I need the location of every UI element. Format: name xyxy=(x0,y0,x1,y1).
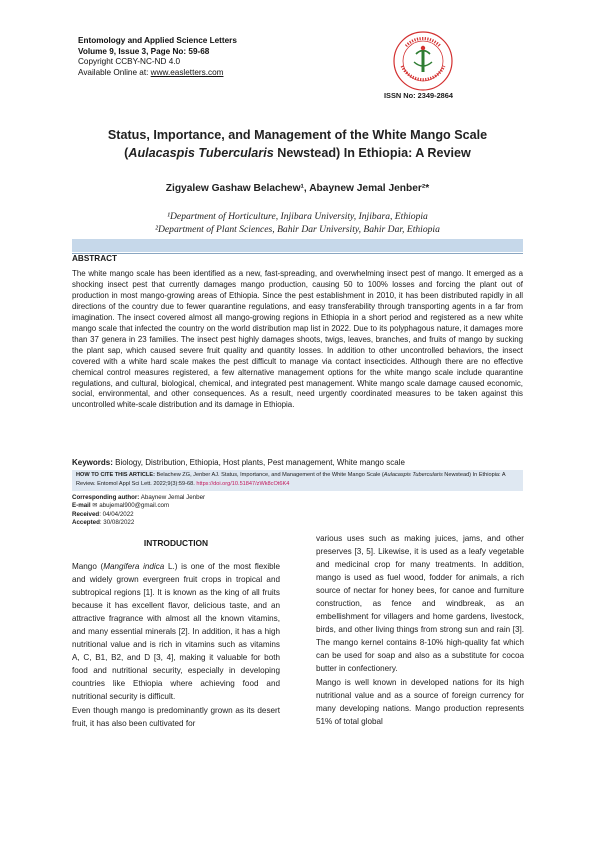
affiliation-2: ²Department of Plant Sciences, Bahir Dar University, Bahir Dar, Ethiopia xyxy=(155,224,440,235)
mail-icon: ✉ xyxy=(92,502,98,510)
keywords xyxy=(72,458,523,467)
intro-heading: INTRODUCTION xyxy=(143,538,209,548)
journal-volume: Volume 9, Issue 3, Page No: 59-68 xyxy=(78,46,210,56)
journal-url-link[interactable]: www.easletters.com xyxy=(150,67,224,77)
abstract-text: The white mango scale has been identified as a new, fast-spreading, and overwhelming insect pest of mango. It emerged as a shocking insect pest that currently damages mango production, causing 50 to 100% losses and forcing the plant out of production in most mango-growing areas of Ethiopia. Since the pest establishment in 2010, it has been distributed rapidly in all directions of the country due to fewer quarantine regulations, and easy transferability through transporting agents in a far from imagination. The insect covered almost all mango-growing regions in Ethiopia in a short period and registered as a new white mango scale that infected the country on the world distribution map list in 2022. Due to its polyphagous nature, it damages more than 37 genera in 23 families. The insect pest highly damages shoots, twigs, leaves, branches, and fruits of mango by sucking the plant sap, which caused severe fruit quality and quantity losses. In addition to other uncontrolled behaviors, the insect covered with a white hard scale makes the pest difficult to manage via contact insecticides. Although there are no effective chemical control measures registered, a few alternative management options for the white mango scale include quarantine regulations, and cultural, biological, chemical, and integrated pest management. White mango scale damage caused economic, social, environmental, and other consequences. As a result, need urgently coordinated measures to be taken against this uncontrolled white-scale distribution and its damage in Ethiopia. xyxy=(72,269,523,410)
journal-header xyxy=(78,36,237,78)
email-line: E-mail ✉ abujemal900@gmail.com xyxy=(72,502,170,510)
abstract-rule xyxy=(72,253,523,254)
journal-name: Entomology and Applied Science Letters xyxy=(78,36,237,45)
abstract-heading: ABSTRACT xyxy=(72,254,118,263)
article-title xyxy=(60,127,535,162)
abstract-band xyxy=(72,239,523,252)
title-line-2: (Aulacaspis Tubercularis Newstead) In Ethiopia: A Review xyxy=(124,145,471,160)
email-address[interactable]: abujemal900@gmail.com xyxy=(97,502,170,510)
intro-paragraph-4: Mango is well known in developed nations for its high nutritional value and as a source of foreign currency for many developing nations. Mango production represents 51% of total global xyxy=(316,677,524,726)
cite-label: HOW TO CITE THIS ARTICLE: xyxy=(76,472,155,478)
received-date: Received: 04/04/2022 xyxy=(72,510,134,518)
online-line xyxy=(78,68,237,79)
affiliation-1: ¹Department of Horticulture, Injibara University, Injibara, Ethiopia xyxy=(167,211,428,222)
title-species: Aulacaspis Tubercularis xyxy=(128,145,274,160)
online-prefix: Available Online at: xyxy=(78,67,151,77)
copyright: Copyright CCBY-NC-ND 4.0 xyxy=(78,57,181,67)
body-column-left xyxy=(72,560,280,730)
journal-logo xyxy=(392,30,454,92)
title-line-1: Status, Importance, and Management of the White Mango Scale xyxy=(107,128,488,142)
keywords-label: Keywords: xyxy=(72,458,113,467)
intro-paragraph-3: various uses such as making juices, jams, and other preserves [3, 5]. Likewise, it is used as a leafy vegetable and medicinal crop for many treatments. In addition, mango is used as fuel wood, fodder for animals, a rich source of nectar for honey bees, for canoe and furniture construction, as fence and windbreak, as an embellishment for villagers and home gardens, livestock, birds, and other living things from strong sun and rain [3]. The mango kernel contains 8-10% high-quality fat which can be used for soap and also as a substitute for cocoa butter in confectionery. xyxy=(316,534,524,674)
correspondence xyxy=(72,494,205,528)
corresponding-author: Corresponding author: Abaynew Jemal Jenber xyxy=(72,494,206,501)
doi-link[interactable]: https://doi.org/10.51847/zWk8cOt6K4 xyxy=(196,480,290,487)
accepted-date: Accepted: 30/08/2022 xyxy=(72,519,135,527)
body-column-right xyxy=(316,532,524,728)
keywords-text: Biology, Distribution, Ethiopia, Host plants, Pest management, White mango scale xyxy=(112,458,405,467)
cite-text: HOW TO CITE THIS ARTICLE: Belachew ZG, Jenber AJ. Status, Importance, and Management of the White Mango Scale (Aulacaspis Tubercularis Newstead) In Ethiopia: A Review. Entomol Appl Sci Lett. 2022;9(3):59-68. https://doi.org/10.51847/zWk8cOt6K4 xyxy=(76,472,506,487)
intro-paragraph-1: Mango (Mangifera indica L.) is one of the most flexible and widely grown evergreen fruit crops in tropical and subtropical regions [1]. It is known as the king of all fruits because it has excellent flavor, delicious taste, and an attractive fragrance with almost all the known vitamins, and many essential minerals [2]. In addition, it has a high nutritional value and is rich in vitamins such as vitamins A, C, B1, B2, and D [3, 4], making it valuable for both food and nutritional security, especially in developing countries like Ethiopia where achieving food and nutritional security is difficult. xyxy=(72,562,281,702)
intro-paragraph-2: Even though mango is predominantly grown as its desert fruit, it has also been cultivated for xyxy=(72,705,280,728)
authors: Zigyalew Gashaw Belachew¹, Abaynew Jemal Jenber²* xyxy=(165,183,430,194)
issn: ISSN No: 2349-2864 xyxy=(384,91,454,100)
